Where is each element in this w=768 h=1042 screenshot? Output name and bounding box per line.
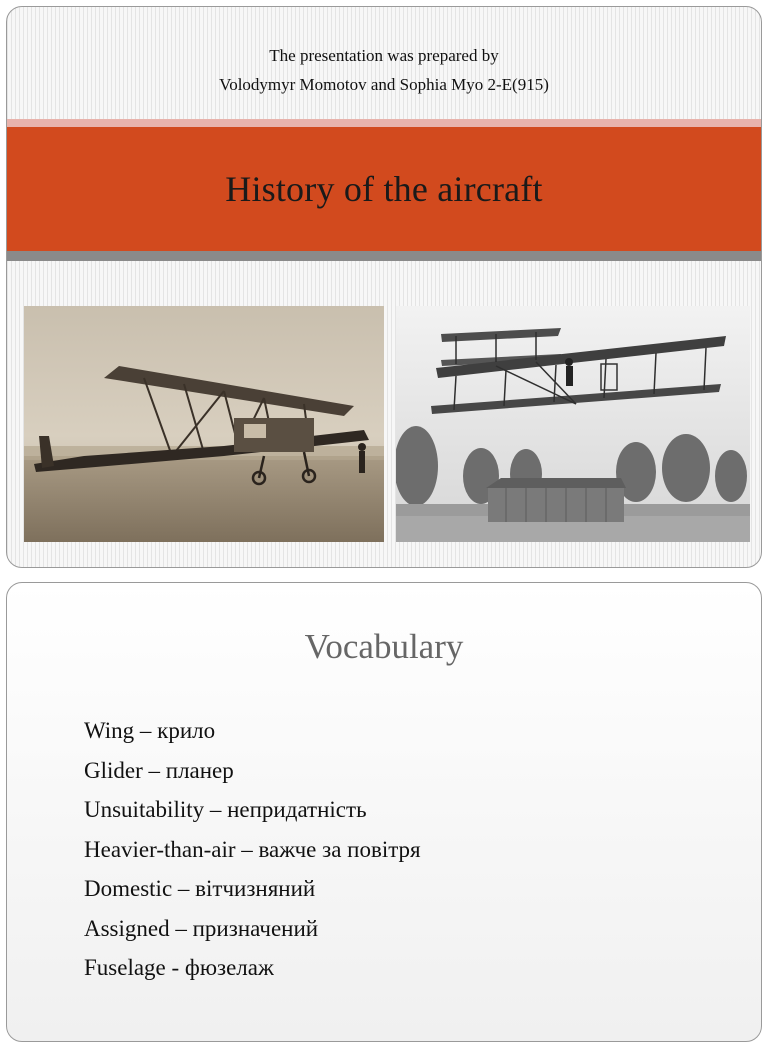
credits-line-1: The presentation was prepared by [269, 46, 499, 65]
vocabulary-slide [6, 582, 762, 1042]
title-bar [7, 127, 761, 251]
divider-strip [7, 251, 761, 261]
vocabulary-item: Fuselage - фюзелаж [84, 955, 274, 980]
biplane-photo [24, 306, 384, 542]
vocabulary-item: Domestic – вітчизняний [84, 876, 316, 901]
title-slide [6, 6, 762, 568]
vocabulary-item: Wing – крило [84, 718, 216, 743]
vocabulary-item: Unsuitability – непридатність [84, 797, 367, 822]
vocabulary-item: Assigned – призначений [84, 915, 319, 941]
slide-title: History of the aircraft [225, 169, 543, 209]
accent-strip [7, 119, 761, 127]
wright-flyer-photo [396, 306, 750, 542]
vocabulary-list [84, 711, 421, 988]
credits-line-2: Volodymyr Momotov and Sophia Myo 2-E(915) [219, 75, 549, 94]
vocabulary-title: Vocabulary [304, 627, 464, 666]
vocabulary-item: Glider – планер [84, 757, 234, 783]
vocabulary-item: Heavier-than-air – важче за повітря [84, 836, 421, 862]
credits [7, 41, 761, 99]
